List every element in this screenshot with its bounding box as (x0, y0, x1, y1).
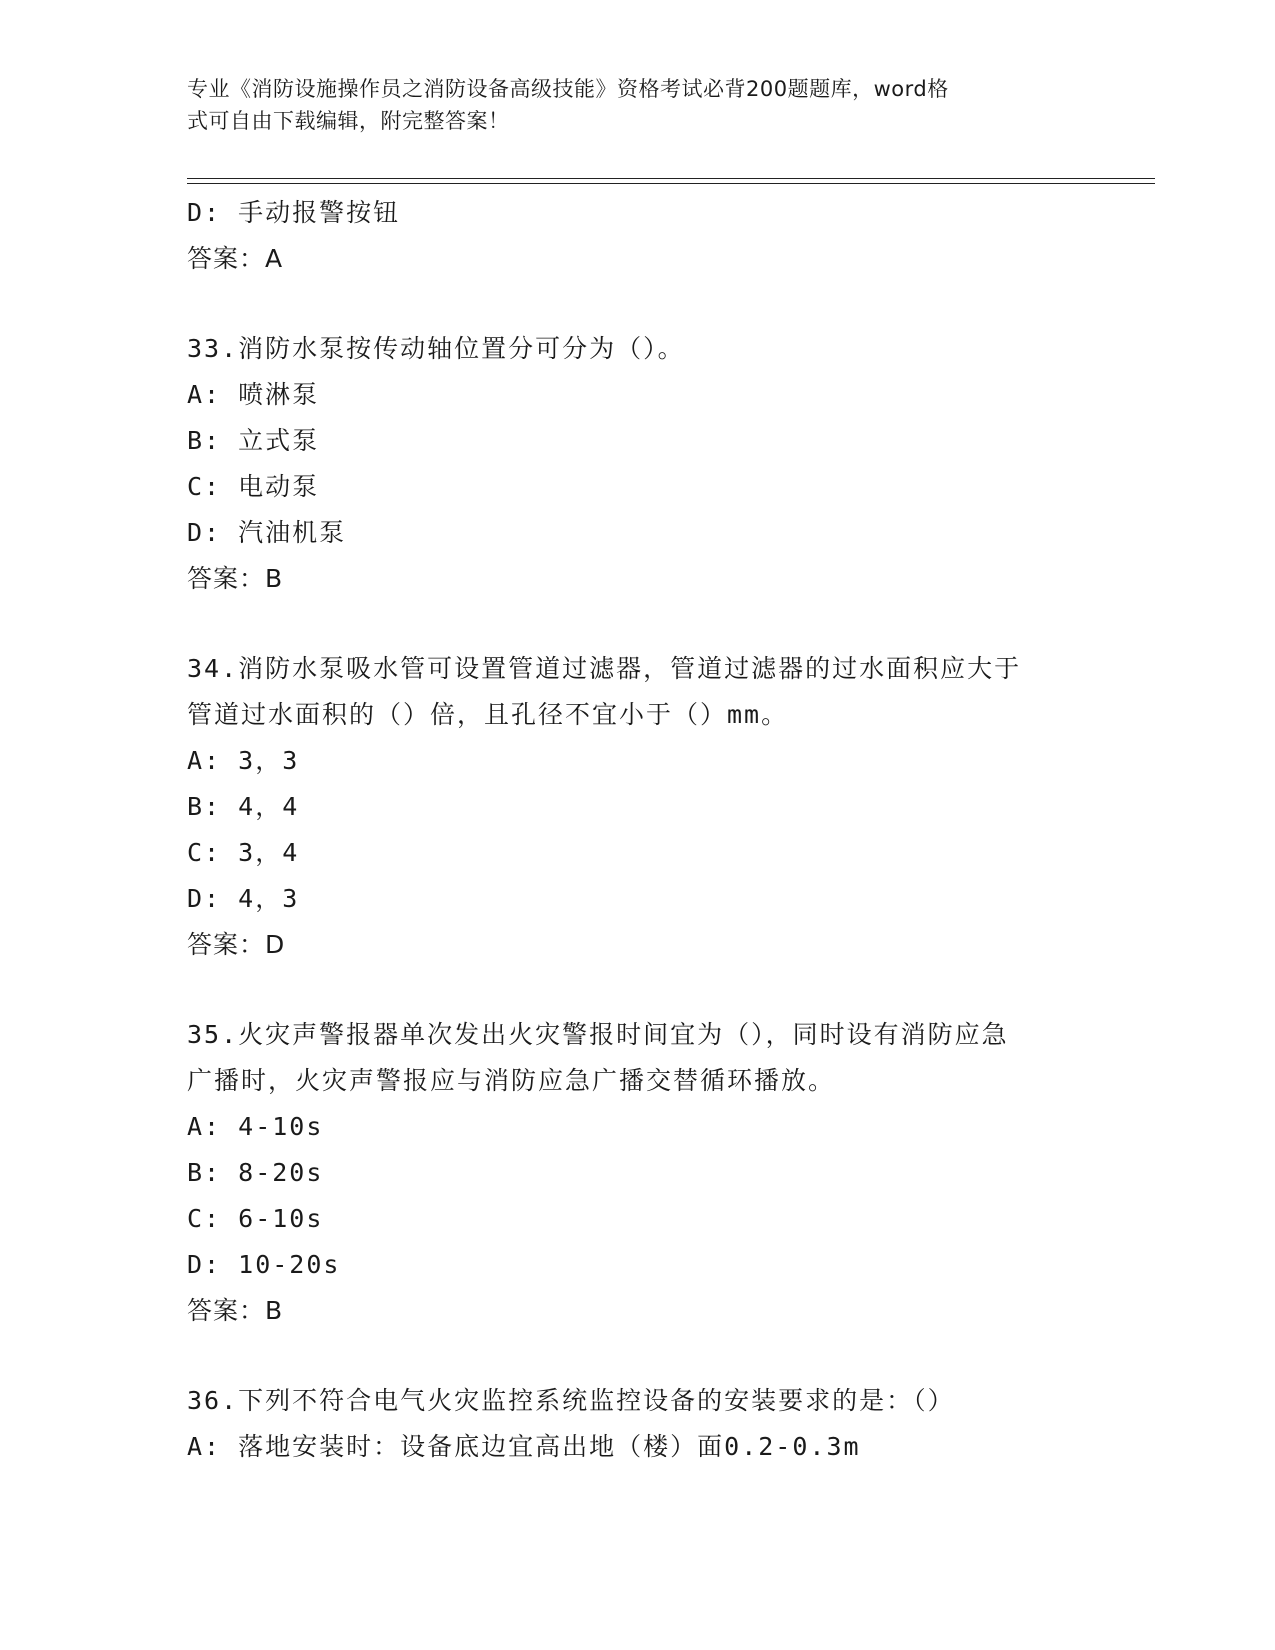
q33-option-d: D: 汽油机泵 (187, 518, 347, 547)
q35-stem-line-1: 35.火灾声警报器单次发出火灾警报时间宜为（），同时设有消防应急 (187, 1020, 1009, 1049)
q34-stem-line-2: 管道过水面积的（）倍，且孔径不宜小于（）mm。 (187, 700, 789, 729)
q33-option-b: B: 立式泵 (187, 426, 320, 455)
question-gap (187, 968, 1107, 1012)
q35-option-a: A: 4-10s (187, 1112, 324, 1141)
q35-option-c: C: 6-10s (187, 1204, 324, 1233)
question-block-33 (187, 326, 1107, 602)
question-block-35 (187, 1012, 1107, 1334)
q32-answer: 答案：A (187, 244, 284, 273)
page-header (187, 73, 1067, 137)
q33-option-c: C: 电动泵 (187, 472, 320, 501)
q35-option-d: D: 10-20s (187, 1250, 341, 1279)
q34-option-c: C: 3，4 (187, 838, 300, 867)
header-line-1: 专业《消防设施操作员之消防设备高级技能》资格考试必背200题题库，word格 (187, 77, 949, 101)
header-line-2: 式可自由下载编辑，附完整答案！ (187, 109, 510, 133)
q34-answer: 答案：D (187, 930, 286, 959)
q33-option-a: A: 喷淋泵 (187, 380, 320, 409)
q35-stem-line-2: 广播时，火灾声警报应与消防应急广播交替循环播放。 (187, 1066, 836, 1095)
q36-stem: 36.下列不符合电气火灾监控系统监控设备的安装要求的是：（） (187, 1386, 955, 1415)
q35-option-b: B: 8-20s (187, 1158, 324, 1187)
question-gap (187, 282, 1107, 326)
header-divider (187, 178, 1155, 184)
question-gap (187, 1334, 1107, 1378)
question-block-36 (187, 1378, 1107, 1470)
q33-answer: 答案：B (187, 564, 284, 593)
question-gap (187, 602, 1107, 646)
q34-option-a: A: 3，3 (187, 746, 300, 775)
q35-answer: 答案：B (187, 1296, 284, 1325)
q33-stem: 33.消防水泵按传动轴位置分可分为（）。 (187, 334, 685, 363)
q34-option-b: B: 4，4 (187, 792, 300, 821)
q34-stem-line-1: 34.消防水泵吸水管可设置管道过滤器，管道过滤器的过水面积应大于 (187, 654, 1022, 683)
question-content (187, 190, 1107, 1470)
question-block-34 (187, 646, 1107, 968)
q34-option-d: D: 4，3 (187, 884, 300, 913)
q36-option-a: A: 落地安装时：设备底边宜高出地（楼）面0.2-0.3m (187, 1432, 861, 1461)
q32-option-d: D: 手动报警按钮 (187, 198, 401, 227)
